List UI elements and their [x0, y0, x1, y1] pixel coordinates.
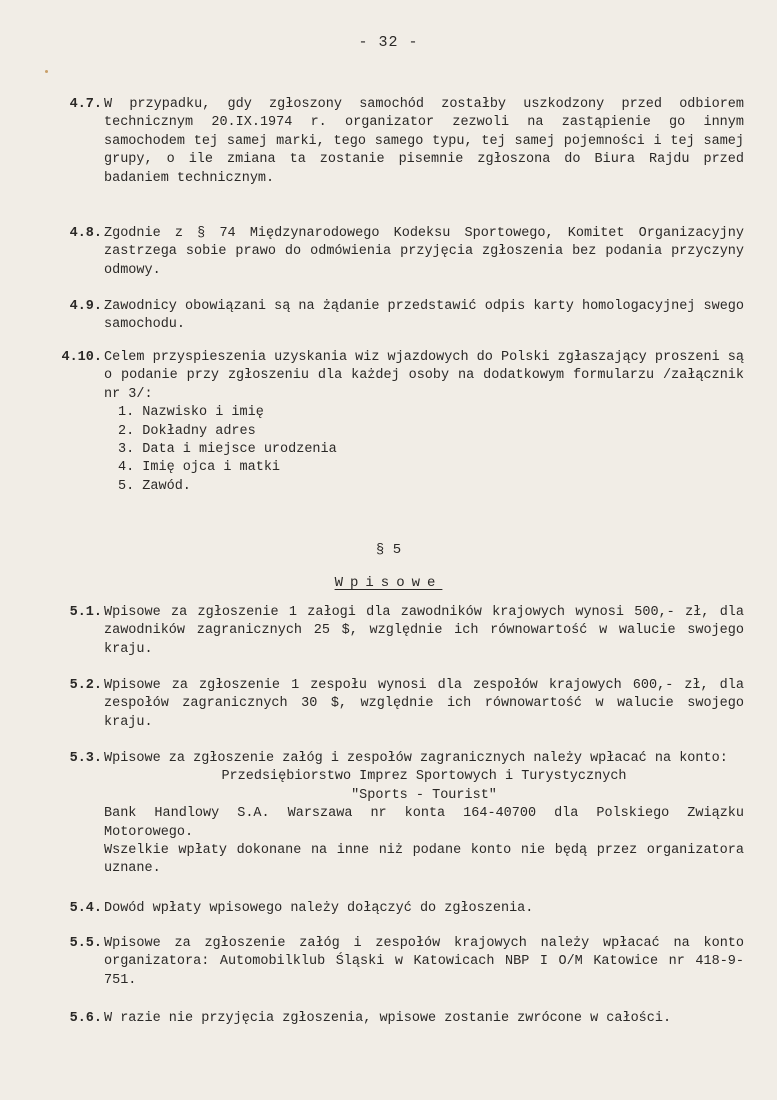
paragraph-text: Wpisowe za zgłoszenie 1 zespołu wynosi dla zespołów krajowych 600,- zł, dla zespołów zagranicznych 30 $, względnie ich równowartość w walucie swojego kraju.	[104, 678, 744, 730]
paragraph-body: Celem przyspieszenia uzyskania wiz wjazdowych do Polski zgłaszający proszeni są o podanie przy zgłoszeniu dla każdej osoby na dodatkowym formularzu /załącznik nr 3/:	[104, 350, 745, 402]
paragraph-5-5	[48, 935, 748, 990]
paragraph-number: 5.3.	[69, 751, 102, 766]
paragraph-text: W przypadku, gdy zgłoszony samochód zostałby uszkodzony przed odbiorem technicznym 20.IX.1974 r. organizator zezwoli na zastąpienie go innym samochodem tej samej marki, tego samego typu, tej samej pojemności i tej samej grupy, o ile zmiana ta zostanie pisemnie zgłoszona do Biura Rajdu przed badaniem technicznym.	[104, 97, 744, 186]
paragraph-number: 4.8.	[69, 226, 102, 241]
paragraph-text	[104, 750, 744, 879]
paragraph-number: 5.4.	[69, 901, 102, 916]
paragraph-body: Wpisowe za zgłoszenie załóg i zespołów zagranicznych należy wpłacać na konto:	[104, 751, 728, 766]
paragraph-number: 5.5.	[69, 936, 102, 951]
paragraph-text	[104, 349, 744, 496]
paragraph-4-9	[48, 298, 748, 335]
paragraph-text: Dowód wpłaty wpisowego należy dołączyć do zgłoszenia.	[104, 901, 534, 916]
page-number: - 32 -	[358, 34, 419, 51]
section-title-text: Wpisowe	[334, 575, 443, 591]
paragraph-5-4	[48, 900, 748, 918]
personal-data-list	[118, 404, 744, 496]
paragraph-number: 5.2.	[69, 678, 102, 693]
paragraph-number: 4.7.	[69, 97, 102, 112]
stray-mark	[45, 70, 48, 73]
paragraph-text: Zgodnie z § 74 Międzynarodowego Kodeksu Sportowego, Komitet Organizacyjny zastrzega sobie prawo do odmówienia przyjęcia zgłoszenia bez podania przyczyny odmowy.	[104, 226, 744, 278]
paragraph-number: 4.9.	[69, 299, 102, 314]
paragraph-number: 4.10.	[61, 350, 102, 365]
paragraph-5-6	[48, 1010, 748, 1028]
section-title	[0, 574, 777, 592]
paragraph-4-7	[48, 96, 748, 188]
bank-account: Bank Handlowy S.A. Warszawa nr konta 164-40700 dla Polskiego Związku Motorowego.	[104, 806, 744, 840]
section-mark: § 5	[375, 542, 402, 558]
paragraph-number: 5.1.	[69, 605, 102, 620]
paragraph-number: 5.6.	[69, 1011, 102, 1026]
company-name: Przedsiębiorstwo Imprez Sportowych i Turystycznych	[221, 769, 627, 785]
paragraph-4-10	[48, 349, 748, 496]
company-brand: "Sports - Tourist"	[351, 787, 497, 803]
paragraph-4-8	[48, 225, 748, 280]
list-item: 2. Dokładny adres	[118, 423, 256, 439]
paragraph-text: Wpisowe za zgłoszenie załóg i zespołów krajowych należy wpłacać na konto organizatora: Automobilklub Śląski w Katowicach NBP I O/M Katowice nr 418-9-751.	[104, 936, 744, 988]
paragraph-text: Wpisowe za zgłoszenie 1 załogi dla zawodników krajowych wynosi 500,- zł, dla zawodników zagranicznych 25 $, względnie ich równowartość w walucie swojego kraju.	[104, 605, 744, 657]
payment-note: Wszelkie wpłaty dokonane na inne niż podane konto nie będą przez organizatora uznane.	[104, 843, 744, 877]
paragraph-text: Zawodnicy obowiązani są na żądanie przedstawić odpis karty homologacyjnej swego samochodu.	[104, 299, 745, 333]
list-item: 3. Data i miejsce urodzenia	[118, 442, 337, 458]
paragraph-5-2	[48, 677, 748, 732]
paragraph-5-3	[48, 750, 748, 879]
paragraph-text: W razie nie przyjęcia zgłoszenia, wpisowe zostanie zwrócone w całości.	[104, 1011, 672, 1026]
list-item: 5. Zawód.	[118, 478, 191, 494]
paragraph-5-1	[48, 604, 748, 659]
list-item: 4. Imię ojca i matki	[118, 460, 281, 476]
list-item: 1. Nazwisko i imię	[118, 405, 264, 421]
